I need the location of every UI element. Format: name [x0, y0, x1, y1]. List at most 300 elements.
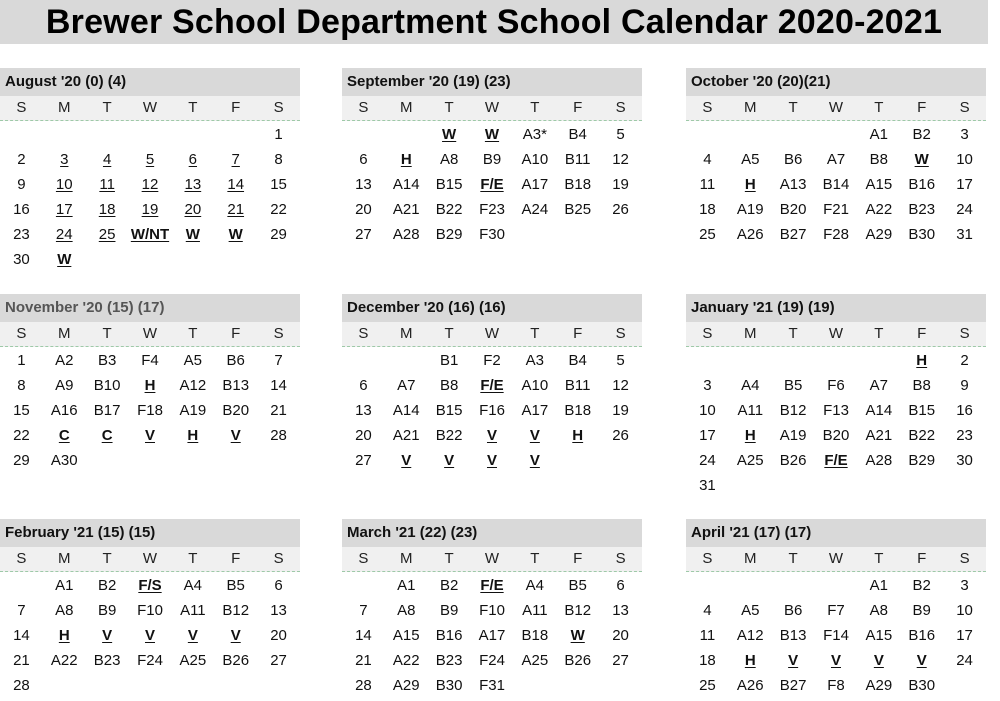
- day-cell: 13: [270, 602, 287, 619]
- weekday-label: F: [573, 99, 583, 116]
- day-cell: B23: [908, 201, 936, 218]
- day-cell: B8: [869, 151, 889, 168]
- weekday-label: F: [231, 550, 241, 567]
- day-cell: W: [914, 151, 929, 168]
- day-cell: B1: [439, 352, 459, 369]
- day-cell: A4: [525, 577, 545, 594]
- day-cell: 27: [612, 652, 629, 669]
- day-cell: F/E: [480, 377, 504, 394]
- day-cell: A7: [826, 151, 846, 168]
- day-cell: V: [102, 627, 113, 644]
- day-cell: [772, 348, 815, 373]
- day-cell: V: [144, 427, 155, 444]
- day-cell: [686, 122, 729, 147]
- day-cell: 8: [17, 377, 26, 394]
- day-cell: [0, 122, 43, 147]
- month-block: [0, 519, 300, 698]
- day-cell: F16: [479, 402, 505, 419]
- month-header: March '21 (22) (23): [342, 519, 642, 547]
- day-cell: F7: [827, 602, 845, 619]
- day-cell: 7: [274, 352, 283, 369]
- day-cell: A5: [183, 352, 203, 369]
- day-cell: H: [58, 627, 70, 644]
- weekday-label: T: [874, 550, 884, 567]
- weekday-label: S: [615, 325, 626, 342]
- day-cell: [815, 348, 858, 373]
- day-cell: 5: [145, 151, 155, 168]
- day-cell: B22: [435, 201, 463, 218]
- day-cell: V: [788, 652, 799, 669]
- day-cell: A22: [865, 201, 893, 218]
- day-cell: B9: [482, 151, 502, 168]
- day-cell: 13: [612, 602, 629, 619]
- day-cell: A15: [865, 176, 893, 193]
- weekday-row: [0, 322, 300, 347]
- day-cell: W: [185, 226, 200, 243]
- day-cell: F/S: [138, 577, 162, 594]
- day-cell: [385, 122, 428, 147]
- day-cell: 13: [184, 176, 202, 193]
- day-cell: V: [486, 452, 497, 469]
- weekday-row: [0, 96, 300, 121]
- day-grid: [342, 121, 642, 247]
- weekday-label: S: [358, 99, 369, 116]
- month-block: [686, 519, 986, 698]
- day-cell: F4: [141, 352, 159, 369]
- day-cell: B18: [564, 402, 592, 419]
- day-cell: B18: [564, 176, 592, 193]
- day-cell: H: [744, 652, 756, 669]
- day-cell: C: [101, 427, 113, 444]
- weekday-label: S: [959, 325, 970, 342]
- day-cell: [342, 573, 385, 598]
- day-cell: V: [230, 627, 241, 644]
- weekday-label: T: [874, 99, 884, 116]
- day-cell: A4: [741, 377, 760, 394]
- weekday-label: T: [788, 325, 798, 342]
- day-cell: A26: [736, 677, 764, 694]
- month-header: November '20 (15) (17): [0, 294, 300, 322]
- weekday-label: M: [400, 325, 413, 342]
- day-cell: 25: [98, 226, 116, 243]
- day-cell: B2: [439, 577, 459, 594]
- weekday-label: F: [573, 550, 583, 567]
- day-cell: 14: [270, 377, 287, 394]
- day-cell: A30: [50, 452, 78, 469]
- day-cell: B2: [912, 577, 931, 594]
- day-cell: 17: [956, 627, 973, 644]
- day-cell: 4: [102, 151, 112, 168]
- day-cell: 6: [616, 577, 625, 594]
- weekday-label: W: [142, 325, 158, 342]
- day-cell: B6: [783, 151, 803, 168]
- day-cell: B23: [435, 652, 463, 669]
- day-cell: B29: [435, 226, 463, 243]
- weekday-row: [686, 96, 986, 121]
- day-cell: 14: [13, 627, 30, 644]
- day-grid: [342, 572, 642, 698]
- day-cell: [342, 122, 385, 147]
- day-cell: V: [916, 652, 927, 669]
- day-cell: B20: [222, 402, 250, 419]
- day-cell: 17: [699, 427, 716, 444]
- day-grid: [686, 121, 986, 247]
- day-cell: B20: [779, 201, 807, 218]
- day-cell: 3: [960, 577, 969, 594]
- day-cell: H: [400, 151, 412, 168]
- day-cell: 25: [699, 226, 716, 243]
- weekday-label: S: [273, 550, 284, 567]
- weekday-label: T: [102, 325, 112, 342]
- day-cell: A12: [179, 377, 207, 394]
- weekday-row: [686, 322, 986, 347]
- day-cell: B30: [435, 677, 463, 694]
- day-cell: 24: [956, 201, 973, 218]
- weekday-label: T: [188, 325, 198, 342]
- day-cell: A29: [865, 226, 893, 243]
- day-cell: B13: [779, 627, 807, 644]
- day-cell: 21: [270, 402, 287, 419]
- day-cell: F31: [479, 677, 505, 694]
- day-cell: 19: [141, 201, 159, 218]
- weekday-label: S: [615, 99, 626, 116]
- day-cell: B26: [564, 652, 592, 669]
- day-cell: B16: [435, 627, 463, 644]
- day-cell: H: [144, 377, 156, 394]
- day-cell: V: [401, 452, 412, 469]
- weekday-label: W: [828, 550, 844, 567]
- day-cell: B5: [783, 377, 803, 394]
- weekday-label: S: [16, 325, 27, 342]
- day-cell: 24: [55, 226, 73, 243]
- day-cell: 23: [956, 427, 973, 444]
- day-cell: 12: [612, 151, 629, 168]
- day-cell: 20: [184, 201, 202, 218]
- weekday-label: T: [188, 550, 198, 567]
- day-cell: V: [830, 652, 841, 669]
- day-cell: A10: [521, 377, 549, 394]
- day-cell: 7: [231, 151, 240, 168]
- day-cell: 29: [270, 226, 287, 243]
- weekday-label: S: [358, 325, 369, 342]
- weekday-label: M: [58, 99, 71, 116]
- weekday-label: W: [828, 325, 844, 342]
- weekday-label: W: [828, 99, 844, 116]
- day-cell: B11: [564, 377, 591, 394]
- day-cell: A29: [392, 677, 420, 694]
- day-cell: 10: [956, 151, 973, 168]
- month-header: August '20 (0) (4): [0, 68, 300, 96]
- day-cell: F21: [823, 201, 849, 218]
- day-cell: 28: [355, 677, 372, 694]
- day-cell: A21: [865, 427, 893, 444]
- day-cell: 20: [270, 627, 287, 644]
- day-cell: 21: [355, 652, 372, 669]
- weekday-label: S: [959, 550, 970, 567]
- day-cell: W: [57, 251, 72, 268]
- day-cell: B12: [564, 602, 592, 619]
- day-cell: 31: [956, 226, 973, 243]
- month-header: September '20 (19) (23): [342, 68, 642, 96]
- day-cell: B8: [912, 377, 931, 394]
- day-cell: V: [187, 627, 198, 644]
- day-cell: A25: [521, 652, 549, 669]
- day-cell: H: [572, 427, 584, 444]
- day-cell: [729, 122, 772, 147]
- day-cell: B15: [435, 402, 463, 419]
- day-cell: 6: [188, 151, 198, 168]
- weekday-label: F: [917, 550, 927, 567]
- day-cell: A8: [397, 602, 416, 619]
- day-cell: A11: [522, 602, 548, 619]
- day-cell: A5: [741, 151, 760, 168]
- weekday-label: T: [102, 99, 112, 116]
- day-cell: F30: [479, 226, 505, 243]
- day-cell: A15: [865, 627, 893, 644]
- day-cell: A19: [179, 402, 207, 419]
- day-cell: 12: [612, 377, 629, 394]
- day-cell: F14: [823, 627, 849, 644]
- day-cell: A24: [521, 201, 549, 218]
- day-cell: F10: [479, 602, 505, 619]
- day-cell: F24: [479, 652, 505, 669]
- day-cell: [385, 348, 428, 373]
- day-cell: A2: [55, 352, 74, 369]
- day-cell: A28: [392, 226, 420, 243]
- day-cell: A9: [55, 377, 74, 394]
- day-cell: V: [873, 652, 884, 669]
- weekday-label: S: [273, 325, 284, 342]
- day-cell: 4: [703, 151, 712, 168]
- weekday-label: S: [358, 550, 369, 567]
- weekday-label: T: [788, 99, 798, 116]
- day-cell: 8: [274, 151, 283, 168]
- day-cell: 24: [956, 652, 973, 669]
- day-cell: 5: [616, 126, 625, 143]
- day-cell: B6: [226, 352, 245, 369]
- weekday-label: F: [231, 99, 241, 116]
- month-header: April '21 (17) (17): [686, 519, 986, 547]
- weekday-label: F: [917, 99, 927, 116]
- day-cell: 18: [98, 201, 116, 218]
- day-cell: 22: [13, 427, 30, 444]
- day-cell: [214, 122, 257, 147]
- day-cell: A16: [50, 402, 78, 419]
- weekday-label: S: [702, 325, 713, 342]
- day-cell: W/NT: [130, 226, 170, 243]
- day-cell: F6: [827, 377, 845, 394]
- day-cell: F18: [137, 402, 163, 419]
- month-block: [0, 68, 300, 272]
- day-cell: [686, 573, 729, 598]
- day-cell: H: [744, 427, 756, 444]
- day-cell: 27: [355, 452, 372, 469]
- day-cell: B5: [568, 577, 587, 594]
- day-cell: A25: [179, 652, 207, 669]
- day-cell: B16: [908, 176, 936, 193]
- weekday-label: M: [400, 99, 413, 116]
- day-grid: [342, 347, 642, 473]
- day-cell: A14: [392, 176, 420, 193]
- weekday-label: S: [959, 99, 970, 116]
- day-cell: 13: [355, 402, 372, 419]
- day-cell: F10: [137, 602, 163, 619]
- day-cell: B26: [779, 452, 807, 469]
- weekday-label: S: [702, 99, 713, 116]
- day-cell: V: [486, 427, 497, 444]
- day-cell: A10: [521, 151, 549, 168]
- day-cell: 7: [359, 602, 368, 619]
- weekday-label: T: [788, 550, 798, 567]
- day-cell: B27: [779, 226, 807, 243]
- day-cell: A29: [865, 677, 893, 694]
- day-cell: 31: [699, 477, 716, 494]
- day-cell: A11: [180, 602, 206, 619]
- day-cell: A11: [737, 402, 764, 419]
- day-cell: B23: [93, 652, 121, 669]
- day-cell: 2: [17, 151, 26, 168]
- day-cell: [129, 122, 172, 147]
- day-cell: [729, 348, 772, 373]
- weekday-label: M: [744, 325, 757, 342]
- day-cell: A1: [869, 126, 889, 143]
- weekday-label: S: [273, 99, 284, 116]
- day-cell: A4: [183, 577, 203, 594]
- day-cell: 11: [699, 176, 716, 193]
- day-cell: B10: [93, 377, 121, 394]
- day-cell: B18: [521, 627, 549, 644]
- day-cell: A7: [397, 377, 416, 394]
- day-cell: 15: [13, 402, 30, 419]
- day-cell: B12: [779, 402, 807, 419]
- day-cell: H: [916, 352, 928, 369]
- day-cell: A28: [865, 452, 893, 469]
- day-cell: A1: [869, 577, 889, 594]
- day-cell: F/E: [480, 176, 504, 193]
- day-cell: B12: [222, 602, 250, 619]
- day-cell: 28: [13, 677, 30, 694]
- day-cell: 14: [227, 176, 245, 193]
- day-cell: 3: [703, 377, 712, 394]
- weekday-label: T: [874, 325, 884, 342]
- month-block: [686, 68, 986, 247]
- day-cell: A3*: [522, 126, 547, 143]
- day-cell: A8: [439, 151, 459, 168]
- day-cell: [772, 573, 815, 598]
- day-cell: 3: [960, 126, 969, 143]
- day-cell: B4: [568, 352, 587, 369]
- day-cell: A22: [50, 652, 78, 669]
- day-cell: 17: [55, 201, 73, 218]
- day-grid: [0, 121, 300, 272]
- day-cell: 28: [270, 427, 287, 444]
- day-cell: B17: [93, 402, 121, 419]
- day-grid: [0, 572, 300, 698]
- weekday-row: [686, 547, 986, 572]
- weekday-label: T: [444, 325, 454, 342]
- day-cell: A25: [736, 452, 764, 469]
- day-cell: 11: [99, 176, 115, 193]
- day-cell: 1: [274, 126, 283, 143]
- day-cell: F8: [827, 677, 845, 694]
- month-header: January '21 (19) (19): [686, 294, 986, 322]
- day-grid: [0, 347, 300, 473]
- day-cell: 7: [17, 602, 26, 619]
- day-cell: A17: [478, 627, 506, 644]
- day-cell: B22: [908, 427, 936, 444]
- day-cell: 27: [355, 226, 372, 243]
- day-cell: [0, 573, 43, 598]
- day-cell: 20: [612, 627, 629, 644]
- weekday-label: M: [744, 99, 757, 116]
- day-cell: 21: [227, 201, 245, 218]
- weekday-label: T: [444, 99, 454, 116]
- day-grid: [686, 347, 986, 498]
- month-block: [0, 294, 300, 473]
- day-cell: B11: [564, 151, 591, 168]
- day-cell: F2: [483, 352, 501, 369]
- weekday-label: T: [444, 550, 454, 567]
- day-cell: B3: [97, 352, 117, 369]
- day-cell: 20: [355, 201, 372, 218]
- day-cell: A21: [392, 427, 420, 444]
- day-cell: B4: [568, 126, 587, 143]
- weekday-label: F: [917, 325, 927, 342]
- weekday-label: W: [484, 325, 500, 342]
- weekday-row: [342, 96, 642, 121]
- day-cell: 9: [960, 377, 969, 394]
- day-cell: 29: [13, 452, 30, 469]
- day-cell: B15: [908, 402, 936, 419]
- day-cell: 25: [699, 677, 716, 694]
- day-cell: A26: [736, 226, 764, 243]
- day-cell: W: [442, 126, 457, 143]
- day-cell: 13: [355, 176, 372, 193]
- day-cell: 3: [60, 151, 69, 168]
- day-cell: [729, 573, 772, 598]
- day-cell: B2: [912, 126, 931, 143]
- day-cell: 17: [956, 176, 973, 193]
- month-header: December '20 (16) (16): [342, 294, 642, 322]
- day-cell: B26: [222, 652, 250, 669]
- weekday-label: T: [102, 550, 112, 567]
- day-cell: 1: [17, 352, 26, 369]
- weekday-label: T: [530, 550, 540, 567]
- day-cell: F/E: [824, 452, 848, 469]
- day-cell: A12: [736, 627, 764, 644]
- day-cell: 18: [699, 652, 716, 669]
- day-cell: A15: [392, 627, 420, 644]
- weekday-label: F: [573, 325, 583, 342]
- day-cell: F24: [137, 652, 163, 669]
- weekday-label: W: [142, 99, 158, 116]
- day-cell: B9: [97, 602, 117, 619]
- day-cell: B14: [822, 176, 850, 193]
- day-cell: 26: [612, 201, 629, 218]
- day-cell: [43, 122, 86, 147]
- day-cell: 10: [55, 176, 73, 193]
- day-cell: V: [444, 452, 455, 469]
- weekday-label: S: [16, 550, 27, 567]
- day-cell: 10: [699, 402, 716, 419]
- day-cell: H: [187, 427, 199, 444]
- day-cell: [815, 122, 858, 147]
- day-cell: 5: [616, 352, 625, 369]
- weekday-label: T: [188, 99, 198, 116]
- day-cell: 30: [956, 452, 973, 469]
- weekday-label: W: [484, 550, 500, 567]
- day-cell: 14: [355, 627, 372, 644]
